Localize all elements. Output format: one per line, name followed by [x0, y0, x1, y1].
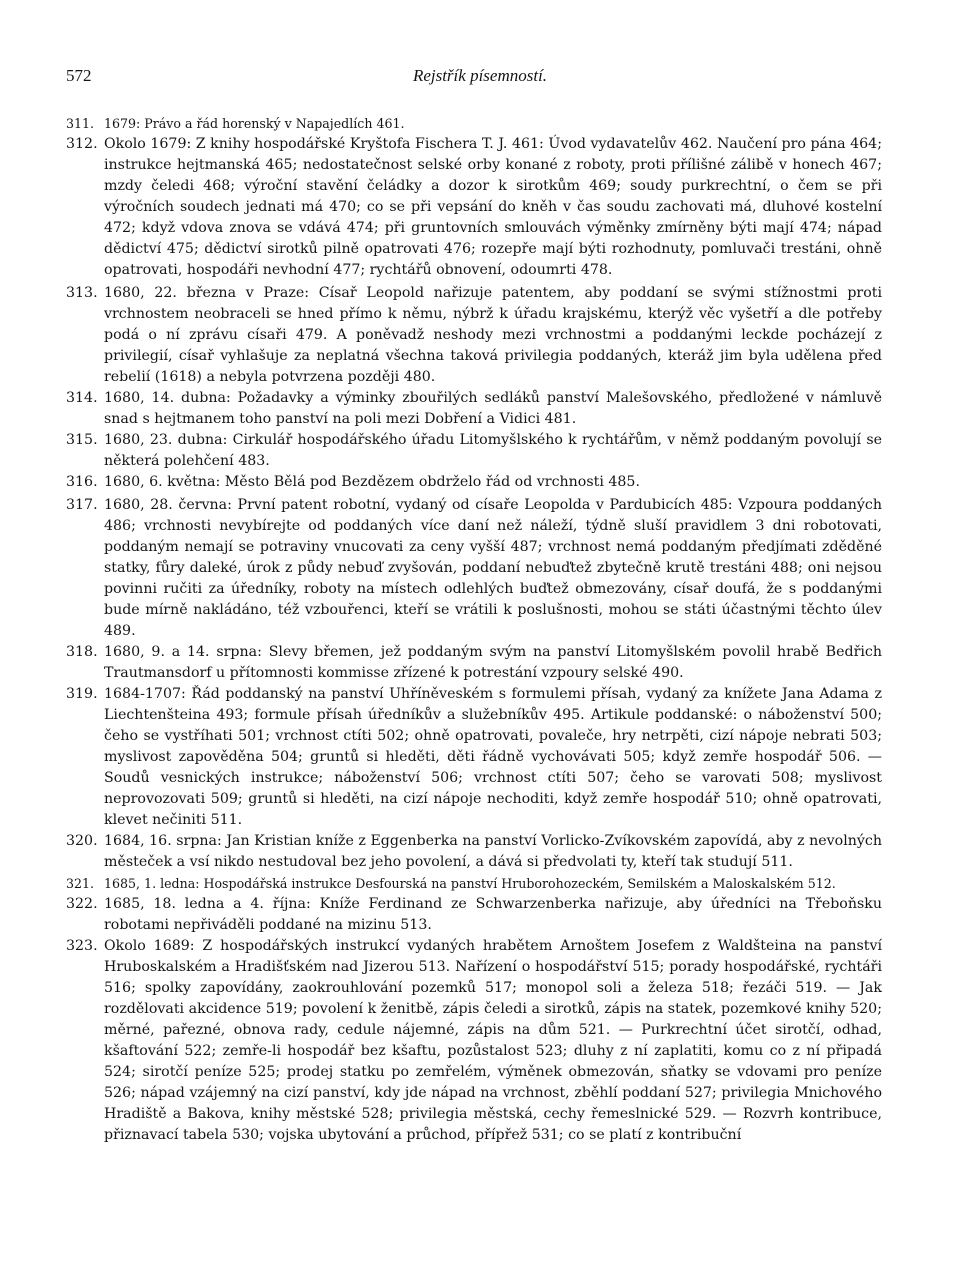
- entry-314: [66, 388, 882, 430]
- entry-315: [66, 430, 882, 472]
- entry-number: 313.: [66, 285, 98, 301]
- entry-317: [66, 495, 882, 642]
- entry-number: 314.: [66, 390, 98, 406]
- entry-number: 315.: [66, 432, 98, 448]
- entry-number: 323.: [66, 938, 98, 954]
- entry-311: [66, 114, 882, 133]
- entry-318: [66, 642, 882, 684]
- entry-text: 1679: Právo a řád horenský v Napajedlích 461.: [104, 116, 405, 131]
- entry-text: 1680, 28. června: První patent robotní, vydaný od císaře Leopolda v Pardubicích 485: Vzpoura poddaných 486; vrchnosti nevybírejte od poddaných více daní než náleží, týdně sluší pravidlem 3 dni robotovati, poddaným nemají se potraviny vnucovati za ceny vyšší 487; vrchnost nemá poddaným předjímati zděděné statky, fůry daleké, úrok z půdy nebuď zvyšován, poddaní nebuďtež zbytečně krutě trestáni 488; oni nejsou povinni ručiti za úředníky, roboty na místech odlehlých buďtež obmezovány, císař doufá, že s poddanými bude mírně nakládáno, též vzbouřenci, kteří se vrátili k poslušnosti, mohou se státi účastnými těchto úlev 489.: [104, 497, 882, 639]
- page-header: [66, 66, 894, 92]
- entry-320: [66, 831, 882, 873]
- entry-text: 1680, 9. a 14. srpna: Slevy břemen, jež poddaným svým na panství Litomyšlském povolil hrabě Bedřich Trautmansdorf u přítomnosti kommisse zřízené k potrestání vzpoury selské 490.: [104, 644, 882, 681]
- entry-text: Okolo 1689: Z hospodářských instrukcí vydaných hrabětem Arnoštem Josefem z Waldšteina na panství Hruboskalském a Hradišťském nad Jizerou 513. Nařízení o hospodářství 515; porady hospodářské, rychtáři 516; spolky zapovídány, zaokrouhlování pozemků 517; monopol soli a železa 518; řezáči 519. — Jak rozdělovati akcidence 519; povolení k ženitbě, zápis čeledi a sirotků, zápis na statek, pozemkové knihy 520; měrné, pařezné, obnova rady, cedule nájemné, zápis na dům 521. — Purkrechtní účet sirotčí, odhad, kšaftování 522; zemře-li hospodář bez kšaftu, pozůstalost 523; dluhy z ní zaplatiti, komu co z ní připadá 524; sirotčí peníze 525; prodej statku po zemřelém, výměnek obmezován, sňatky se vdovami pro peníze 526; nápad vzájemný na cizí panství, kdy jde nápad na vrchnost, zběhlí poddaní 527; privilegia Mnichového Hradiště a Bakova, knihy městské 528; privilegia městská, cechy řemeslnické 529. — Rozvrh kontribuce, přiznavací tabela 530; vojska ubytování a průchod, přípřež 531; co se platí z kontribuční: [104, 938, 882, 1143]
- entry-number: 322.: [66, 896, 98, 912]
- entry-number: 311.: [66, 116, 95, 131]
- entry-323: [66, 936, 882, 1146]
- entry-number: 320.: [66, 833, 98, 849]
- running-title: Rejstřík písemností.: [412, 66, 548, 85]
- entry-319: [66, 684, 882, 831]
- entry-number: 316.: [66, 474, 98, 490]
- entry-322: [66, 894, 882, 936]
- entry-number: 317.: [66, 497, 98, 513]
- entry-text: 1680, 23. dubna: Cirkulář hospodářského úřadu Litomyšlského k rychtářům, v němž poddaným povolují se některá polehčení 483.: [104, 432, 882, 469]
- entry-313: [66, 283, 882, 388]
- entry-text: 1680, 6. května: Město Bělá pod Bezdězem obdrželo řád od vrchnosti 485.: [104, 474, 640, 490]
- entry-text: 1685, 18. ledna a 4. října: Kníže Ferdinand ze Schwarzenberka nařizuje, aby úředníci na Třeboňsku robotami nepřiváděli poddané na mizinu 513.: [104, 896, 882, 933]
- register-entries: [66, 113, 882, 1146]
- entry-text: 1685, 1. ledna: Hospodářská instrukce Desfourská na panství Hruborohozeckém, Semilském a Maloskalském 512.: [104, 876, 836, 891]
- entry-number: 319.: [66, 686, 98, 702]
- entry-text: 1680, 22. března v Praze: Císař Leopold nařizuje patentem, aby poddaní se svými stížnostmi proti vrchnostem neobraceli se hned přímo k němu, nýbrž k úřadu krajskému, kterýž věc vyšetří a dle potřeby podá o ní zprávu císaři 479. A poněvadž neshody mezi vrchnostmi a poddanými leckde pocházejí z privilegií, císař vyhlašuje za neplatná všechna taková privilegia poddaných, kteráž jim byla udělena před rebelií (1618) a nebyla potvrzena později 480.: [104, 285, 882, 385]
- page-number: 572: [66, 66, 92, 85]
- entry-text: 1684-1707: Řád poddanský na panství Uhříněveském s formulemi přísah, vydaný za knížete Jana Adama z Liechtenšteina 493; formule přísah úředníkův a služebníkův 495. Artikule poddanské: o náboženství 500; čeho se vystříhati 501; vrchnost ctíti 502; ohně opatrovati, povaleče, hry netrpěti, cizí nápoje nebrati 503; myslivost zapověděna 504; gruntů si hleděti, děti řádně vychovávati 505; když zemře hospodář 506. — Soudů vesnických instrukce; náboženství 506; vrchnost ctíti 507; čeho se varovati 508; myslivost neprovozovati 509; gruntů si hleděti, na cizí nápoje nechoditi, když zemře hospodář 510; ohně opatrovati, klevet nečiniti 511.: [104, 686, 882, 828]
- entry-321: [66, 874, 882, 893]
- entry-312: [66, 134, 882, 281]
- entry-number: 318.: [66, 644, 98, 660]
- entry-number: 321.: [66, 876, 95, 891]
- entry-316: [66, 472, 882, 493]
- entry-text: 1684, 16. srpna: Jan Kristian kníže z Eggenberka na panství Vorlicko-Zvíkovském zapovídá, aby z nevolných městeček a vsí nikdo nestudoval bez jeho povolení, a dává si předvolati ty, kteří tak studují 511.: [104, 833, 882, 870]
- entry-text: Okolo 1679: Z knihy hospodářské Kryštofa Fischera T. J. 461: Úvod vydavatelův 462. Naučení pro pána 464; instrukce hejtmanská 465; nedostatečnost selské orby konané z roboty, proti přílišné zálibě v honech 467; mzdy čeledi 468; výroční stavění čeládky a dozor k sirotkům 469; soudy purkrechtní, o čem se při výročních soudech jednati má 470; co se při vepsání do kněh v čas soudu zachovati má, dluhové kostelní 472; když vdova znova se vdává 474; při gruntovních smlouvách výměnky zmírněny býti mají 474; nápad dědictví 475; dědictví sirotků pilně opatrovati 476; rozepře mají býti rozhodnuty, pomluvači trestáni, ohně opatrovati, hospodáři nevhodní 477; rychtářů obnovení, odoumrti 478.: [104, 136, 882, 278]
- entry-number: 312.: [66, 136, 98, 152]
- entry-text: 1680, 14. dubna: Požadavky a výminky zbouřilých sedláků panství Malešovského, předložené v námluvě snad s hejtmanem toho panství na poli mezi Dobření a Vidici 481.: [104, 390, 882, 427]
